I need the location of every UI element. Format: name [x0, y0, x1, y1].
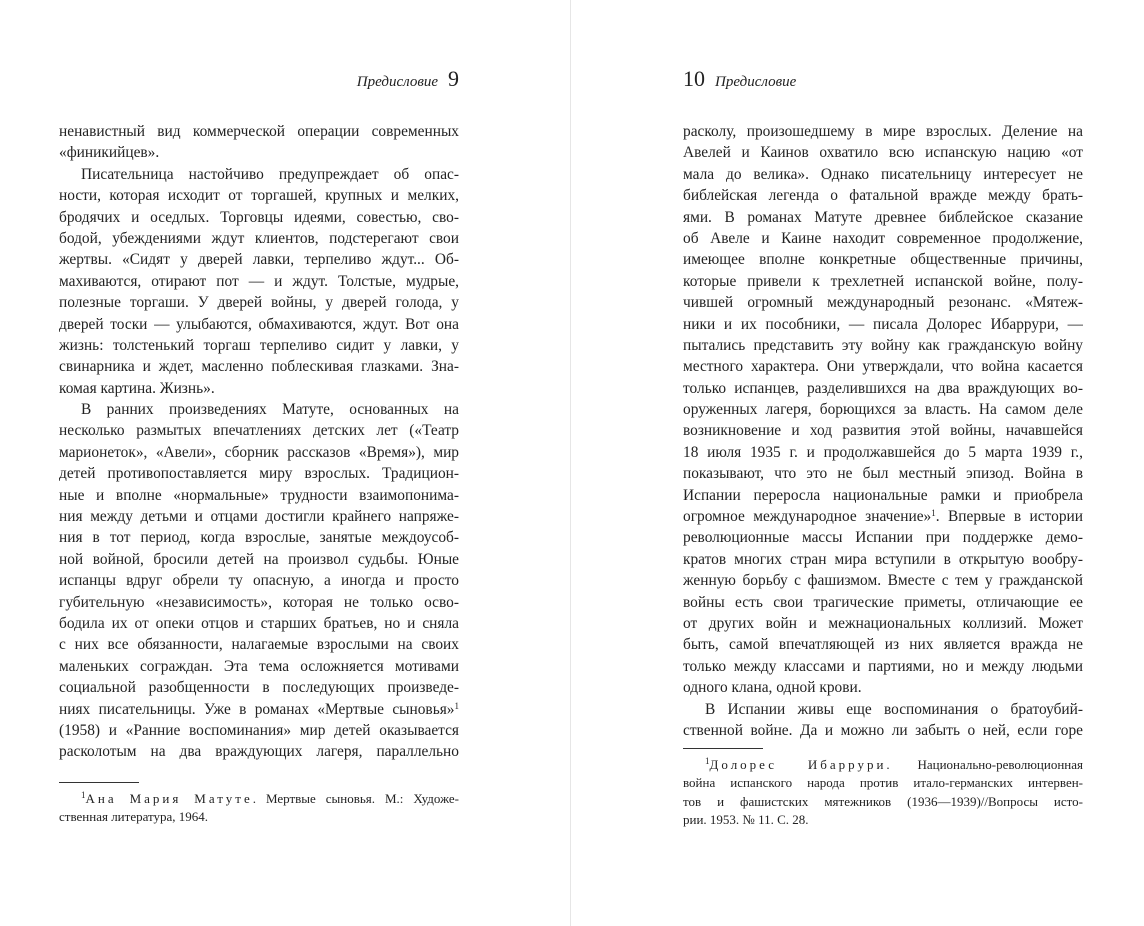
- text-line: [59, 656, 459, 677]
- text-line-content: местного характера. Они утверждали, что война касается: [683, 358, 1083, 376]
- text-line-content: мала до велика». Однако писательницу интересует не: [683, 165, 1083, 183]
- text-line-content: ненавистный вид коммерческой операции современных: [59, 123, 459, 140]
- footnote-line: война испанского народа против итало-германских интервен-: [683, 775, 1083, 791]
- text-line-content: расколотым на два враждующих лагеря, параллельно: [59, 743, 459, 761]
- text-line-content: пытались представить эту войну как гражданскую войну: [683, 336, 1083, 354]
- text-line-content: маленьких сограждан. Эта тема осложняется мотивами: [59, 657, 459, 675]
- footnote-line: [683, 756, 1083, 774]
- text-line-content: ния между детьми и отцами достигли крайнего напряже-: [59, 508, 459, 526]
- text-line-content: ниях писательницы. Уже в романах «Мертвые сыновья»: [59, 700, 455, 718]
- text-line: [59, 527, 459, 548]
- text-line: [59, 142, 459, 163]
- text-line-content: которые привели к трехлетней испанской войне, полу-: [683, 272, 1083, 290]
- text-line: [683, 142, 1083, 163]
- footnote-ref: 1: [454, 700, 459, 711]
- text-line-content: В ранних произведениях Матуте, основанных на: [81, 401, 459, 419]
- text-line: [683, 420, 1083, 441]
- footnote-ref: 1: [931, 508, 936, 519]
- text-line-content: «финикийцев».: [59, 144, 160, 162]
- text-line: [683, 570, 1083, 591]
- text-line: [59, 485, 459, 506]
- text-line: [59, 335, 459, 356]
- text-line-content: жертвы. «Сидят у дверей лавки, терпеливо ждут... Об-: [59, 251, 459, 269]
- text-line: [59, 699, 459, 720]
- text-line: [59, 207, 459, 228]
- text-line-content: В Испании живы еще воспоминания о братоубий-: [705, 700, 1083, 718]
- text-line: [59, 570, 459, 591]
- text-line: [59, 121, 459, 142]
- text-line: [59, 463, 459, 484]
- text-line: [59, 356, 459, 377]
- text-line: [683, 506, 1083, 527]
- text-line-tail: . Впервые в истории: [935, 508, 1083, 526]
- text-line-content: показывают, что это не был местный эпизод. Война в: [683, 465, 1083, 483]
- text-line-content: ственной войне. Да и можно ли забыть о ней, если горе: [683, 721, 1083, 739]
- text-line-content: войны есть свои трагические приметы, отличающие ее: [683, 593, 1083, 611]
- text-line-content: комая картина. Жизнь».: [59, 379, 215, 397]
- footnote-line: тов и фашистских мятежников (1936—1939)//Вопросы исто-: [683, 793, 1083, 809]
- text-line-content: возникновение и ход развития этой войны, начавшейся: [683, 422, 1083, 440]
- running-head: [59, 66, 459, 96]
- text-line-content: библейская легенда о фатальной вражде между брать-: [683, 187, 1083, 205]
- page-gutter: [570, 0, 571, 926]
- running-head: [683, 66, 1083, 96]
- text-line-content: от других войн и межнациональных коллизий. Может: [683, 614, 1083, 632]
- text-line: [59, 292, 459, 313]
- text-line: [59, 185, 459, 206]
- text-line-content: губительную «независимость», которая не только осво-: [59, 593, 459, 611]
- text-line-content: только между классами и партиями, но и между людьми: [683, 657, 1083, 675]
- text-line-content: (1958) и «Ранние воспоминания» мир детей оказывается: [59, 721, 459, 739]
- text-line: [59, 164, 459, 185]
- text-line: [683, 720, 1083, 741]
- text-line-content: бродячих и оседлых. Торговцы идеями, совестью, сво-: [59, 208, 459, 226]
- footnote-rule: [683, 748, 763, 749]
- text-line: [683, 356, 1083, 377]
- text-line-content: с них все обязанности, налагаемые взрослыми на своих: [59, 636, 459, 654]
- text-line: [683, 335, 1083, 356]
- text-line-content: Авелей и Каинов охватило всю испанскую нацию «от: [683, 144, 1083, 162]
- text-line: [59, 613, 459, 634]
- text-line: [59, 378, 459, 399]
- text-line-content: ной войной, бросили детей на произвол судьбы. Юные: [59, 550, 459, 568]
- footnote-line: рии. 1953. № 11. С. 28.: [683, 812, 809, 828]
- text-line-content: полезные торгаши. У дверей войны, у дверей голода, у: [59, 294, 459, 312]
- text-line-content: свинарника и ждет, масленно поблескивая глазками. Зна-: [59, 358, 459, 376]
- text-line: [683, 314, 1083, 335]
- footnote: [683, 756, 1083, 830]
- text-line-content: несколько размытых впечатлениях детских лет («Театр: [59, 422, 459, 440]
- footnote-line: [59, 790, 459, 808]
- text-line: [683, 592, 1083, 613]
- text-line-content: жизнь: толстенький торгаш терпеливо сидит у лавки, у: [59, 336, 459, 354]
- text-line: [683, 249, 1083, 270]
- text-line: [683, 527, 1083, 548]
- text-line: [59, 420, 459, 441]
- text-line: [59, 720, 459, 741]
- text-line: [683, 485, 1083, 506]
- text-line-content: ности, которая исходит от торгашей, крупных и мелких,: [59, 187, 459, 205]
- text-line-content: одного клана, одной крови.: [683, 679, 862, 697]
- text-line: [683, 549, 1083, 570]
- running-head-title: Предисловие: [715, 74, 797, 90]
- text-line-content: испанцы вдруг обрели ту опасную, а иногда и просто: [59, 572, 459, 590]
- text-line: [59, 442, 459, 463]
- text-line: [683, 271, 1083, 292]
- text-line: [683, 378, 1083, 399]
- footnote: [59, 790, 459, 827]
- text-line-content: детей противопоставляется миру взрослых. Традицион-: [59, 465, 459, 483]
- text-line-content: ники и их пособники, — писала Долорес Ибаррури, —: [683, 315, 1083, 333]
- text-line: [59, 506, 459, 527]
- body-text: [59, 121, 459, 763]
- text-line-content: ния в тот период, когда взрослые, занятые междоусоб-: [59, 529, 459, 547]
- text-line-content: Испании переросла национальные рамки и приобрела: [683, 486, 1083, 504]
- text-line-content: 18 июля 1935 г. и продолжавшейся до 5 марта 1939 г.,: [683, 443, 1083, 461]
- text-line: [683, 677, 1083, 698]
- text-line: [59, 249, 459, 270]
- text-line-content: махиваются, отирают пот — и ждут. Толстые, мудрые,: [59, 272, 459, 290]
- text-line-content: чившей огромный международный резонанс. «Мятеж-: [683, 294, 1083, 312]
- text-line-content: ные и вполне «нормальные» трудности взаимопонима-: [59, 486, 459, 504]
- running-head-title: Предисловие: [356, 74, 438, 90]
- text-line-content: расколу, произошедшему в мире взрослых. Деление на: [683, 123, 1083, 140]
- text-line-content: бодой, убеждениями ждут клиентов, подстерегают свои: [59, 229, 459, 247]
- text-line: [683, 634, 1083, 655]
- text-line: [59, 228, 459, 249]
- text-line: [683, 121, 1083, 142]
- text-line: [59, 677, 459, 698]
- text-line-content: марионеток», «Авели», сборник рассказов «Время»), мир: [59, 443, 459, 461]
- text-line: [59, 592, 459, 613]
- footnote-marker: 1: [81, 790, 86, 800]
- footnote-text: . Национально-революционная: [886, 757, 1083, 772]
- text-line-content: быть, самой впечатляющей из них является вражда не: [683, 636, 1083, 654]
- text-line: [59, 399, 459, 420]
- text-line: [683, 292, 1083, 313]
- text-line: [683, 399, 1083, 420]
- text-line-content: ями. В романах Матуте древнее библейское сказание: [683, 208, 1083, 226]
- text-line: [683, 613, 1083, 634]
- text-line: [59, 314, 459, 335]
- text-line-content: социальной разобщенности в последующих произведе-: [59, 679, 459, 697]
- footnote-marker: 1: [705, 756, 710, 766]
- text-line-content: революционные массы Испании при поддержке демо-: [683, 529, 1083, 547]
- footnote-author: Долорес Ибаррури: [709, 757, 887, 772]
- text-line-content: женную борьбу с фашизмом. Вместе с тем у гражданской: [683, 572, 1083, 590]
- text-line: [59, 634, 459, 655]
- text-line-content: имеющее вполне конкретные общественные причины,: [683, 251, 1083, 269]
- text-line: [683, 185, 1083, 206]
- text-line: [59, 549, 459, 570]
- text-line-content: Писательница настойчиво предупреждает об опас-: [81, 165, 459, 183]
- text-line: [683, 207, 1083, 228]
- text-line-content: дверей тоски — улыбаются, обмахиваются, ждут. Вот она: [59, 315, 459, 333]
- text-line-content: бодила их от опеки отцов и старших братьев, но и сняла: [59, 614, 459, 632]
- text-line-content: кратов многих стран мира вступили в открытую вообру-: [683, 550, 1083, 568]
- text-line: [683, 228, 1083, 249]
- text-line: [683, 463, 1083, 484]
- body-text: [683, 121, 1083, 741]
- text-line-content: только испанцев, разделившихся на два враждующих во-: [683, 379, 1083, 397]
- text-line: [59, 271, 459, 292]
- text-line-content: об Авеле и Каине находит современное продолжение,: [683, 229, 1083, 247]
- page-number: 10: [683, 66, 705, 91]
- footnote-rule: [59, 782, 139, 783]
- text-line: [683, 164, 1083, 185]
- footnote-text: . Мертвые сыновья. М.: Художе-: [252, 791, 459, 806]
- text-line: [683, 699, 1083, 720]
- text-line: [683, 442, 1083, 463]
- text-line-content: оруженных лагеря, борющихся за власть. На самом деле: [683, 401, 1083, 419]
- text-line: [683, 656, 1083, 677]
- text-line: [59, 741, 459, 762]
- text-line-content: огромное международное значение»: [683, 508, 932, 526]
- page-number: 9: [448, 66, 459, 91]
- footnote-author: Ана Мария Матуте: [85, 791, 253, 806]
- footnote-line: ственная литература, 1964.: [59, 809, 209, 825]
